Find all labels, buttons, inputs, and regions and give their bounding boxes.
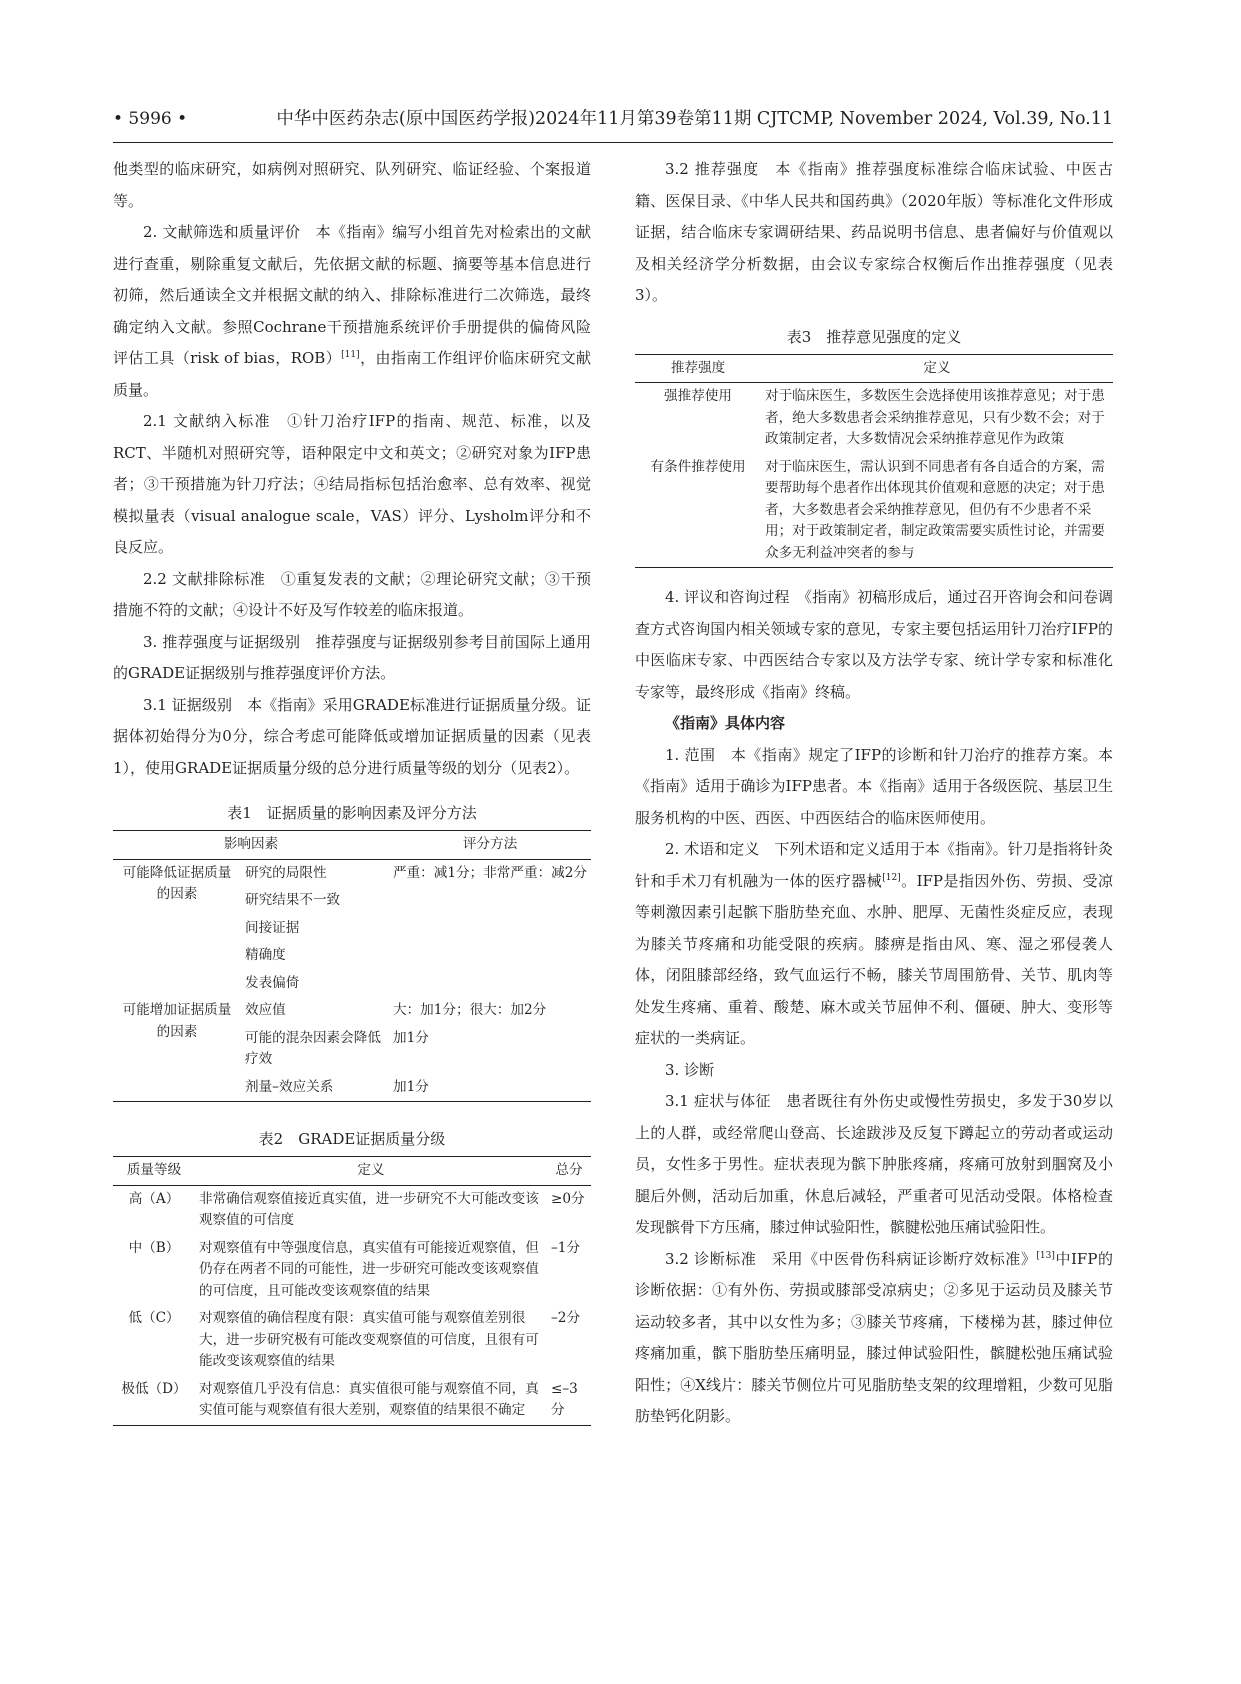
paragraph-terms <box>635 834 1113 1055</box>
table3-caption: 表3 推荐意见强度的定义 <box>786 327 962 346</box>
quality-definition: 非常确信观察值接近真实值，进一步研究不大可能改变该观察值的可信度 <box>199 1190 539 1228</box>
quality-level: 极低（D） <box>121 1380 187 1397</box>
factor: 精确度 <box>245 947 286 963</box>
quality-score: ≥0分 <box>551 1190 585 1207</box>
paragraph-literature-screening <box>113 217 591 406</box>
paragraph-scope: 1. 范围 本《指南》规定了IFP的诊断和针刀治疗的推荐方案。本《指南》适用于确诊为IFP患者。本《指南》适用于各级医院、基层卫生服务机构的中医、西医、中西医结合的临床医师使用。 <box>635 745 1113 827</box>
paragraph-text: ，由指南工作组评价临床研究文献质量。 <box>113 349 591 399</box>
factor: 研究的局限性 <box>245 864 327 881</box>
scoring-method: 加1分 <box>393 1029 429 1046</box>
table-header: 总分 <box>547 1157 591 1186</box>
factor: 效应值 <box>245 1002 286 1018</box>
paragraph-recommendation-strength: 3.2 推荐强度 本《指南》推荐强度标准综合临床试验、中医古籍、医保目录、《中华人民共和国药典》（2020年版）等标准化文件形成证据，结合临床专家调研结果、药品说明书信息、患者偏好与价值观以及相关经济学分析数据，由会议专家综合权衡后作出推荐强度（见表3）。 <box>635 160 1113 304</box>
scoring-method: 大：加1分；很大：加2分 <box>393 1002 547 1018</box>
table-header-row <box>113 1157 591 1186</box>
quality-level: 中（B） <box>128 1239 180 1256</box>
factor: 间接证据 <box>245 919 300 936</box>
spacer <box>635 568 1113 582</box>
recommendation-definition: 对于临床医生，需认识到不同患者有各自适合的方案，需要帮助每个患者作出体现其价值观和意愿的决定；对于患者，大多数患者会采纳推荐意见，但仍有不少患者不采用；对于政策制定者，制定政策需要实质性讨论，并需要众多无利益冲突者的参与 <box>765 458 1105 561</box>
table-header: 评分方法 <box>389 831 591 860</box>
paragraph-text: 2. 术语和定义 下列术语和定义适用于本《指南》。针刀是指将针灸针和手术刀有机融为一体的医疗器械 <box>635 840 1113 890</box>
recommendation-strength: 强推荐使用 <box>664 388 732 404</box>
table2-caption: 表2 GRADE证据质量分级 <box>258 1130 446 1148</box>
factor: 发表偏倚 <box>245 974 300 991</box>
table-row <box>113 1376 591 1426</box>
table3 <box>635 354 1113 569</box>
quality-score: –1分 <box>551 1239 581 1256</box>
table2 <box>113 1156 591 1426</box>
quality-definition: 对观察值几乎没有信息：真实值很可能与观察值不同，真实值可能与观察值有很大差别，观察值的结果很不确定 <box>199 1380 539 1418</box>
quality-definition: 对观察值有中等强度信息，真实值有可能接近观察值，但仍存在两者不同的可能性，进一步研究可能改变该观察值的可信度，且可能改变该观察值的结果 <box>199 1239 539 1299</box>
recommendation-strength: 有条件推荐使用 <box>650 458 746 475</box>
factor: 可能的混杂因素会降低疗效 <box>245 1029 381 1067</box>
quality-level: 低（C） <box>128 1310 180 1326</box>
recommendation-definition: 对于临床医生，多数医生会选择使用该推荐意见；对于患者，绝大多数患者会采纳推荐意见，只有少数不会；对于政策制定者，大多数情况会采纳推荐意见作为政策 <box>765 388 1105 447</box>
paragraph-text: 2. 文献筛选和质量评价 本《指南》编写小组首先对检索出的文献进行查重，剔除重复文献后，先依据文献的标题、摘要等基本信息进行初筛，然后通读全文并根据文献的纳入、排除标准进行二次筛选，最终确定纳入文献。参照Cochrane干预措施系统评价手册提供的偏倚风险评估工具（risk of bias，ROB） <box>113 223 591 367</box>
page-number: • 5996 • <box>113 109 188 129</box>
factor-group: 可能增加证据质量的因素 <box>122 1002 232 1040</box>
citation-ref: [12] <box>882 872 901 883</box>
table-header-row <box>635 354 1113 383</box>
right-column <box>635 154 1113 1433</box>
paragraph-recommendation-evidence: 3. 推荐强度与证据级别 推荐强度与证据级别参考目前国际上通用的GRADE证据级别与推荐强度评价方法。 <box>113 632 591 682</box>
table-row <box>113 1305 591 1376</box>
scoring-method: 加1分 <box>393 1078 429 1095</box>
table-row <box>635 383 1113 454</box>
scoring-method: 严重：减1分；非常严重：减2分 <box>393 864 588 881</box>
paragraph-diagnosis-heading: 3. 诊断 <box>665 1060 715 1079</box>
running-header <box>113 104 1113 134</box>
table-row <box>635 454 1113 568</box>
table-header: 影响因素 <box>113 831 389 860</box>
journal-citation: 中华中医药杂志(原中国医药学报)2024年11月第39卷第11期 CJTCMP, November 2024, Vol.39, No.11 <box>276 109 1113 129</box>
quality-score: –2分 <box>551 1310 581 1326</box>
paragraph-exclusion-criteria: 2.2 文献排除标准 ①重复发表的文献；②理论研究文献；③干预措施不符的文献；④设计不好及写作较差的临床报道。 <box>113 569 591 619</box>
quality-definition: 对观察值的确信程度有限：真实值可能与观察值差别很大，进一步研究极有可能改变观察值的可信度，且很有可能改变该观察值的结果 <box>199 1310 539 1369</box>
citation-ref: [11] <box>341 350 360 360</box>
table-header-row <box>113 831 591 860</box>
paragraph-symptoms: 3.1 症状与体征 患者既往有外伤史或慢性劳损史，多发于30岁以上的人群，或经常爬山登高、长途跋涉及反复下蹲起立的劳动者或运动员，女性多于男性。症状表现为髌下肿胀疼痛，疼痛可放射到腘窝及小腿后外侧，活动后加重，休息后减轻，严重者可见活动受限。体格检查发现髌骨下方压痛，膝过伸试验阳性，髌腱松弛压痛试验阳性。 <box>635 1092 1113 1236</box>
paragraph-inclusion-criteria: 2.1 文献纳入标准 ①针刀治疗IFP的指南、规范、标准，以及RCT、半随机对照研究等，语种限定中文和英文；②研究对象为IFP患者；③干预措施为针刀疗法；④结局指标包括治愈率、总有效率、视觉模拟量表（visual analogue scale，VAS）评分、Lysholm评分和不良反应。 <box>113 412 591 556</box>
left-column <box>113 154 591 1426</box>
quality-level: 高（A） <box>128 1190 180 1207</box>
table1-caption: 表1 证据质量的影响因素及评分方法 <box>227 804 477 822</box>
table-header: 推荐强度 <box>635 354 761 383</box>
table-row <box>113 859 591 887</box>
citation-ref: [13] <box>1036 1250 1055 1261</box>
table1 <box>113 830 591 1102</box>
table-header: 质量等级 <box>113 1157 195 1186</box>
paragraph-evidence-level: 3.1 证据级别 本《指南》采用GRADE标准进行证据质量分级。证据体初始得分为0分，综合考虑可能降低或增加证据质量的因素（见表1），使用GRADE证据质量分级的总分进行质量等级的划分（见表2）。 <box>113 695 591 777</box>
paragraph-text: 中IFP的诊断依据：①有外伤、劳损或膝部受凉病史；②多见于运动员及膝关节运动较多者，其中以女性为多；③膝关节疼痛，下楼梯为甚，膝过伸位疼痛加重，髌下脂肪垫压痛明显，膝过伸试验阳性，髌腱松弛压痛试验阳性；④X线片：膝关节侧位片可见脂肪垫支架的纹理增粗，少数可见脂肪垫钙化阴影。 <box>635 1249 1113 1425</box>
table-header: 定义 <box>195 1157 547 1186</box>
paragraph-text: 3.2 诊断标准 采用《中医骨伤科病证诊断疗效标准》 <box>665 1249 1037 1268</box>
table-row <box>113 997 591 1025</box>
paragraph-text: 。IFP是指因外伤、劳损、受凉等刺激因素引起髌下脂肪垫充血、水肿、肥厚、无菌性炎症反应，表现为膝关节疼痛和功能受限的疾病。膝痹是指由风、寒、湿之邪侵袭人体，闭阻膝部经络，致气血运行不畅，膝关节周围筋骨、关节、肌肉等处发生疼痛、重着、酸楚、麻木或关节屈伸不利、僵硬、肿大、变形等症状的一类病证。 <box>635 871 1113 1047</box>
paragraph: 他类型的临床研究，如病例对照研究、队列研究、临证经验、个案报道等。 <box>113 160 591 210</box>
table-row <box>113 1235 591 1306</box>
paragraph-review-process: 4. 评议和咨询过程 《指南》初稿形成后，通过召开咨询会和问卷调查方式咨询国内相关领域专家的意见，专家主要包括运用针刀治疗IFP的中医临床专家、中西医结合专家以及方法学专家、统计学专家和标准化专家等，最终形成《指南》终稿。 <box>635 588 1113 701</box>
paragraph-diagnostic-criteria <box>635 1244 1113 1433</box>
factor-group: 可能降低证据质量的因素 <box>122 864 232 902</box>
quality-score: ≤–3分 <box>551 1380 578 1418</box>
factor: 研究结果不一致 <box>245 892 341 908</box>
header-rule <box>113 142 1113 143</box>
factor: 剂量–效应关系 <box>245 1078 334 1095</box>
section-heading: 《指南》具体内容 <box>665 714 786 732</box>
table-row <box>113 1185 591 1235</box>
table-header: 定义 <box>761 354 1113 383</box>
